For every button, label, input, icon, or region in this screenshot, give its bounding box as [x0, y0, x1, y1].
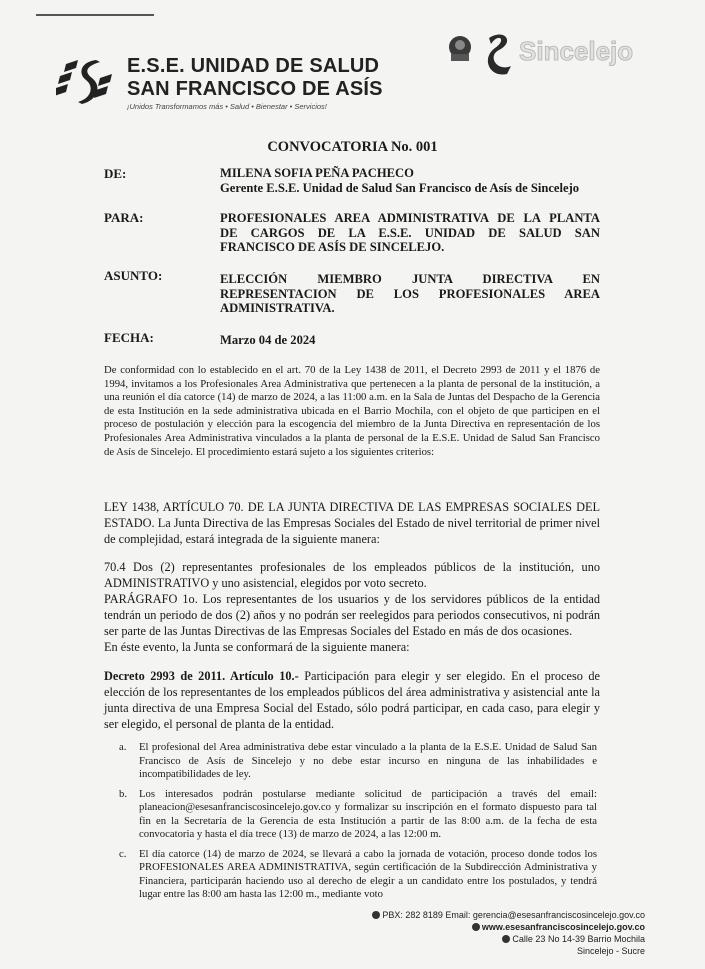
top-rule [36, 14, 154, 16]
list-item [119, 788, 597, 842]
footer-phone-email [372, 909, 645, 921]
decreto-heading: Decreto 2993 de 2011. Artículo 10.- [104, 669, 299, 683]
para-line1: PROFESIONALES AREA ADMINISTRATIVA DE LA PLANTA [220, 211, 600, 225]
sincelejo-logo-icon [485, 28, 650, 78]
asunto-line1: ELECCIÓN MIEMBRO JUNTA DIRECTIVA EN [220, 272, 600, 286]
list-item-text: El profesional del Area administrativa debe estar vinculado a la planta de la E.S.E. Unidad de Salud San Francisco de Asís de Sincelejo y no debe estar incurso en ninguna de las inhabilidades e incompatibilidades de ley. [139, 741, 597, 780]
footer-website [372, 921, 645, 933]
list-item-text: El día catorce (14) de marzo de 2024, se llevará a cabo la jornada de votación, proceso donde todos los PROFESIONALES AREA ADMINISTRATIVA, según certificación de la Subdirección Administrativa y Financiera, participarán haciendo uso al derecho de elegir a un candidato entre los postulados, y tendrá lugar entre las 8:00 am hasta las 12:00 m., mediante voto [139, 847, 597, 900]
city-logo-text: Sincelejo [519, 36, 634, 66]
fecha-value: Marzo 04 de 2024 [220, 333, 316, 347]
ley-paragraph: LEY 1438, ARTÍCULO 70. DE LA JUNTA DIRECTIVA DE LAS EMPRESAS SOCIALES DEL ESTADO. La Junta Directiva de las Empresas Sociales del Estado de nivel territorial de primer nivel de complejidad, estará integrada de la siguiente manera: [104, 500, 600, 546]
evento-paragraph: En éste evento, la Junta se conformará de la siguiente manera: [104, 640, 410, 654]
phone-icon [372, 911, 380, 919]
document-title: CONVOCATORIA No. 001 [267, 139, 438, 155]
list-marker: a. [119, 741, 127, 753]
decreto-text: Participación para elegir y ser elegido. En el proceso de elección de los representantes de los empleados públicos del área administrativa y asistencial ante la junta directiva de una Empresa Social del Estado, sólo podrá participar, en cada caso, para elegir y ser elegido, el personal de planta de la entidad. [104, 669, 600, 731]
criteria-list [119, 741, 597, 908]
asunto-line3: ADMINISTRATIVA. [220, 301, 335, 315]
asunto-label: ASUNTO: [104, 268, 163, 283]
org-name-line1: E.S.E. UNIDAD DE SALUD [127, 55, 380, 77]
article-704-paragraph: 70.4 Dos (2) representantes profesionales de los empleados públicos de la institución, uno ADMINISTRATIVO y uno asistencial, elegidos por voto secreto. [104, 560, 600, 590]
footer-line3: Calle 23 No 14-39 Barrio Mochila [512, 934, 645, 944]
para-label: PARA: [104, 210, 144, 225]
de-line1: MILENA SOFIA PEÑA PACHECO [220, 166, 414, 180]
org-slogan: ¡Unidos Transformamos más • Salud • Bienestar • Servicios! [127, 102, 327, 111]
org-name [127, 55, 383, 101]
list-item [119, 848, 597, 902]
de-value [220, 166, 600, 195]
para-line3: FRANCISCO DE ASÍS DE SINCELEJO. [220, 240, 445, 254]
fecha-label: FECHA: [104, 330, 154, 345]
intro-paragraph: De conformidad con lo establecido en el art. 70 de la Ley 1438 de 2011, el Decreto 2993 de 2011 y el 1876 de 1994, invitamos a los Profesionales Area Administrativa que pertenecen a la planta de personal de la institución, a una reunión el día catorce (14) de marzo de 2024, a las 11:00 a.m. en la Sala de Juntas del Despacho de la Gerencia de esta Institución en la sede administrativa ubicada en el Barrio Mochila, con el objeto de que participen en el proceso de postulación y elección para la escogencia del miembro de la Junta Directiva en representación de los Profesionales Area Administrativa vinculados a la planta de personal de la E.S.E. Unidad de Salud San Francisco de Asís de Sincelejo. El procedimiento estará sujeto a los siguientes criterios: [104, 364, 600, 458]
ese-logo-icon [56, 58, 116, 104]
list-marker: b. [119, 787, 128, 800]
para-value [220, 211, 600, 255]
contact-footer [372, 909, 645, 957]
decreto-paragraph [104, 668, 600, 732]
list-item-text: Los interesados podrán postularse mediante solicitud de participación a través del email: planeacion@esesanfranciscosincelejo.gov.co y formalizar su inscripción en el formato dispuesto para tal fin en la Secretaría de la Gerencia de esta Institución a partir de las 8:00 a.m. de la fecha de esta convocatoria y hasta el día trece (13) de marzo de 2024, a las 12:00 m. [139, 787, 597, 840]
paragrafo-paragraph: PARÁGRAFO 1o. Los representantes de los usuarios y de los servidores públicos de la entidad tendrán un periodo de dos (2) años y no podrán ser reelegidos para periodos consecutivos, ni podrán ser parte de las Juntas Directivas de las Empresas Sociales del Estado en más de dos ocasiones. [104, 592, 600, 638]
de-line2: Gerente E.S.E. Unidad de Salud San Francisco de Asís de Sincelejo [220, 180, 580, 195]
asunto-line2: REPRESENTACION DE LOS PROFESIONALES AREA [220, 286, 600, 301]
footer-city: Sincelejo - Sucre [576, 946, 645, 956]
footer-address [372, 933, 645, 945]
asunto-value [220, 272, 600, 316]
org-name-line2: SAN FRANCISCO DE ASÍS [127, 78, 383, 100]
footer-line1: PBX: 282 8189 Email: gerencia@esesanfranciscosincelejo.gov.co [382, 910, 645, 920]
footer-line2: www.esesanfranciscosincelejo.gov.co [481, 922, 645, 932]
location-pin-icon [502, 935, 510, 943]
para-line2: DE CARGOS DE LA E.S.E. UNIDAD DE SALUD SAN [220, 225, 600, 240]
de-label: DE: [104, 166, 127, 181]
globe-icon [472, 923, 480, 931]
municipal-seal-icon [445, 34, 475, 64]
list-item [119, 741, 597, 782]
list-marker: c. [119, 847, 127, 860]
